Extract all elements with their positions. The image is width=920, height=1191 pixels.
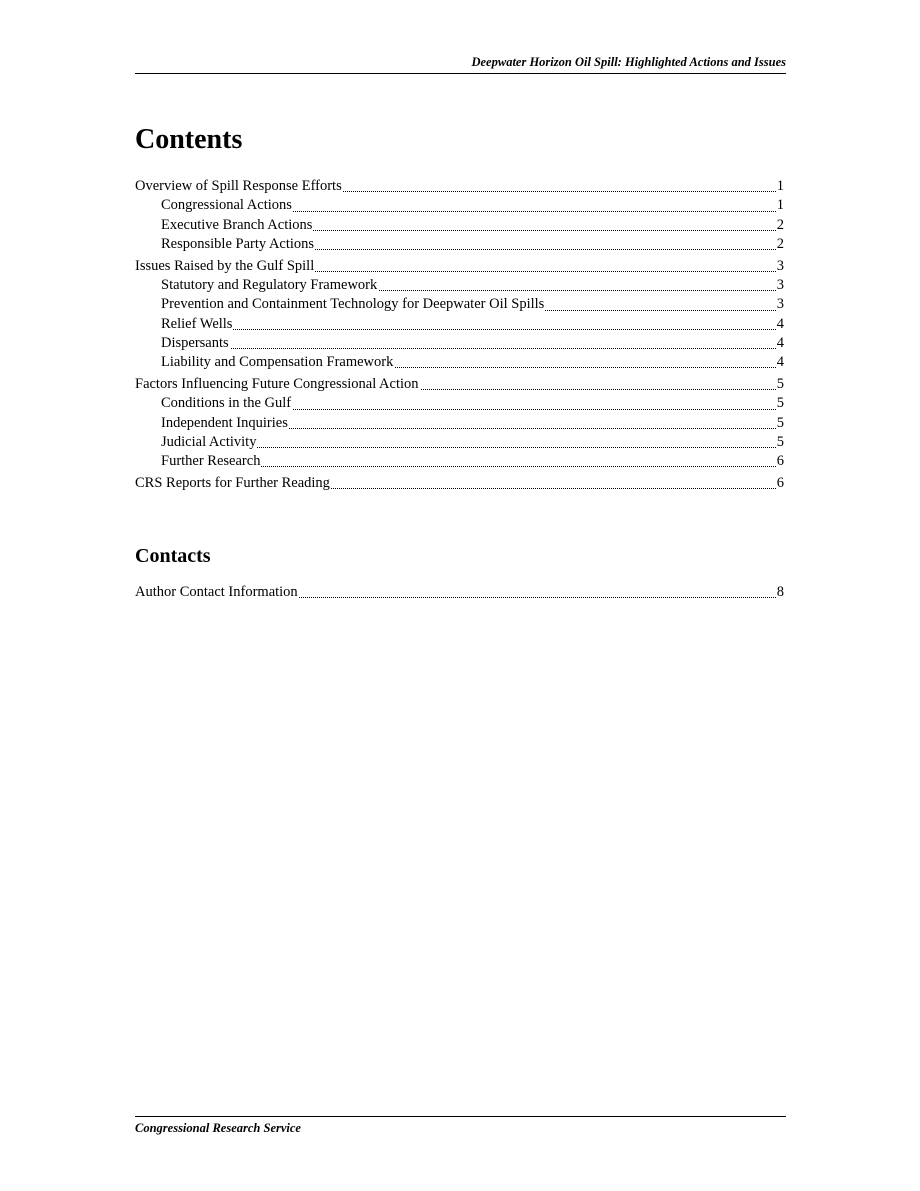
contacts-list [135, 583, 784, 602]
toc-entry-page: 2 [776, 216, 784, 235]
toc-entry-prevention-technology[interactable] [135, 295, 784, 314]
toc-entry-page: 1 [776, 196, 784, 215]
dot-leader [161, 348, 784, 349]
toc-entry-executive-branch-actions[interactable] [135, 216, 784, 235]
toc-entry-label: Further Research [161, 453, 261, 470]
toc-entry-page: 1 [776, 177, 784, 196]
toc-entry-page: 5 [776, 414, 784, 433]
table-of-contents [135, 177, 784, 493]
toc-entry-label: Statutory and Regulatory Framework [161, 276, 378, 293]
toc-entry-page: 4 [776, 315, 784, 334]
toc-entry-further-research[interactable] [135, 452, 784, 471]
toc-entry-label: Factors Influencing Future Congressional Action [135, 375, 419, 392]
toc-entry-overview[interactable] [135, 177, 784, 196]
toc-entry-label: Issues Raised by the Gulf Spill [135, 257, 315, 274]
toc-entry-page: 8 [776, 583, 784, 602]
contacts-heading: Contacts [135, 545, 211, 567]
toc-entry-label: Relief Wells [161, 315, 233, 332]
contents-heading: Contents [135, 124, 243, 155]
toc-entry-responsible-party-actions[interactable] [135, 235, 784, 254]
toc-entry-relief-wells[interactable] [135, 315, 784, 334]
toc-entry-label: Congressional Actions [161, 197, 292, 214]
toc-entry-dispersants[interactable] [135, 334, 784, 353]
toc-entry-page: 5 [776, 394, 784, 413]
toc-entry-independent-inquiries[interactable] [135, 414, 784, 433]
footer-text: Congressional Research Service [135, 1121, 301, 1135]
toc-entry-label: Liability and Compensation Framework [161, 354, 394, 371]
toc-entry-page: 5 [776, 375, 784, 394]
toc-entry-label: Responsible Party Actions [161, 235, 315, 252]
toc-entry-label: Dispersants [161, 334, 229, 351]
toc-entry-page: 4 [776, 334, 784, 353]
toc-entry-label: Conditions in the Gulf [161, 395, 292, 412]
toc-entry-issues-raised[interactable] [135, 257, 784, 276]
toc-entry-label: Overview of Spill Response Efforts [135, 178, 342, 194]
toc-entry-page: 6 [776, 452, 784, 471]
toc-entry-label: Independent Inquiries [161, 414, 288, 431]
toc-entry-label: Executive Branch Actions [161, 216, 313, 233]
toc-entry-page: 2 [776, 235, 784, 254]
toc-entry-page: 5 [776, 433, 784, 452]
toc-entry-future-action[interactable] [135, 375, 784, 394]
dot-leader [161, 329, 784, 330]
toc-entry-author-contact[interactable] [135, 583, 784, 602]
toc-entry-page: 4 [776, 353, 784, 372]
toc-entry-conditions-gulf[interactable] [135, 394, 784, 413]
toc-entry-label: Author Contact Information [135, 584, 298, 600]
toc-entry-label: Judicial Activity [161, 433, 257, 450]
toc-entry-judicial-activity[interactable] [135, 433, 784, 452]
toc-entry-page: 3 [776, 276, 784, 295]
toc-entry-page: 6 [776, 474, 784, 493]
toc-entry-liability-framework[interactable] [135, 353, 784, 372]
running-footer [135, 1116, 786, 1135]
toc-entry-page: 3 [776, 257, 784, 276]
toc-entry-statutory-framework[interactable] [135, 276, 784, 295]
toc-entry-label: Prevention and Containment Technology for Deepwater Oil Spills [161, 296, 545, 313]
toc-entry-congressional-actions[interactable] [135, 196, 784, 215]
header-title: Deepwater Horizon Oil Spill: Highlighted Actions and Issues [471, 55, 786, 69]
toc-entry-page: 3 [776, 295, 784, 314]
toc-entry-crs-reports[interactable] [135, 474, 784, 493]
running-header [135, 53, 786, 74]
toc-entry-label: CRS Reports for Further Reading [135, 474, 330, 491]
